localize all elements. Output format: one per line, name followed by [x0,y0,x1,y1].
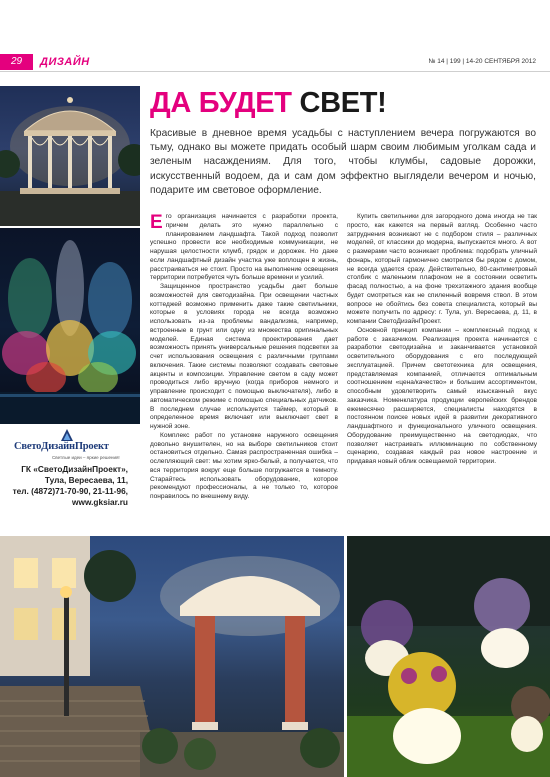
gazebo-base [20,188,120,194]
window [14,608,38,640]
pink-flowers [401,668,417,684]
company-address: Тула, Вересаева, 11, [44,475,128,485]
planters-photo [347,536,550,777]
company-phone: тел. (4872)71-70-90, 21-11-96, [12,486,128,496]
lime-jet [78,362,118,394]
article-column-1 [150,213,338,533]
gazebo-photo [0,86,140,226]
ground [0,191,140,226]
company-contacts [0,464,128,508]
paragraph: Комплекс работ по установке наружного освещения довольно внушителен, но на выборе светильников стоит остановиться отдельно. Самая распространенная ошибка – ослепляющий свет: мы хотим ярко-белый, а получается, что вся территория вокруг еще больше погружается в темноту. Старайтесь использовать оборудование, которое рекомендуют профессионалы, а не только то, которое понравилось по внешнему виду. [150,431,338,500]
glowing-planter [481,628,529,668]
window [52,558,76,588]
green-jet [8,258,52,338]
house-wall [0,536,90,676]
header-divider [0,71,550,72]
column-base [192,722,218,730]
flowers [474,578,530,634]
paragraph: Основной принцип компании – комплексный подход к работе с заказчиком. Реализация проекта начинается с разработки светодизайна и заканчивается установкой осветительного оборудования с его последующей эксплуатацией. Причем светотехника для освещения, представляемая компанией, отличается оптимальным соотношением «цена/качество» и большим ассортиментом, способным удовлетворить самый изысканный вкус заказчика. Номенклатура продукции европейских брендов ежемесячно расширяется, специалисты находятся в постоянном поиске новых идей в развитии декоративного ландшафтного и функционального уличного освещения. Оборудование преимущественно на светодиодах, что позволяет настраивать иллюминацию по собственному сценарию, создавая каждый раз новое настроение и придавая новый облик освещаемой территории. [347,326,537,465]
building-illustration [0,536,344,777]
glowing-planter [393,708,461,764]
paragraph [150,213,338,283]
shrub [184,738,216,770]
gazebo-beam [24,131,116,136]
article-lead: Красивые в дневное время усадьбы с наступлением вечера погружаются во тьму, однако вы можете придать особый шарм своим любимым уголкам сада и зеленым насаждениям. Для того, чтобы клумбы, садовые дорожки, искусственный водоем, да и сам дом эффектно выглядели вечером и ночью, подарите им световое оформление. [150,128,536,196]
drop-cap: Е [150,213,163,233]
building-photo [0,536,344,777]
company-slogan: Светлые идеи – яркие решения! [52,455,120,460]
tree [84,550,136,602]
company-website[interactable]: www.gksiar.ru [72,497,128,507]
title-part-2: СВЕТ! [299,87,387,119]
fountain-photo [0,228,140,424]
logo-mark-icon [60,428,74,442]
lamp-light [60,586,72,598]
company-name: ГК «СветоДизайнПроект», [21,464,128,474]
planters-illustration [347,536,550,777]
window [14,558,38,588]
issue-info: № 14 | 199 | 14-20 СЕНТЯБРЯ 2012 [428,58,536,65]
title-part-1: ДА БУДЕТ [150,87,292,119]
water-reflection [0,394,140,397]
article-column-2 [347,213,537,533]
shrub [142,728,178,764]
brick-column [195,616,215,726]
column-base [282,722,308,730]
section-label: ДИЗАЙН [40,56,90,68]
company-logo: СветоДизайнПроект [14,441,109,452]
shrub [300,728,340,768]
pink-flowers [431,666,447,682]
article-title [150,86,387,120]
red-jet [26,362,66,394]
paragraph: Купить светильники для загородного дома иногда не так просто, как кажется на первый взгляд. Особенно часто затруднения возникают не с подбором стиля – различных моделей, от классики до модерна, выпускается много. А вот с размерами часто возникает проблема: подобрать уличный фонарь, который гармонично смотрелся бы рядом с домом, не всегда удается сразу. Действительно, 80-сантиметровый столбик с маленьким плафоном не в состоянии осветить фасад полностью, а на фоне трехэтажного здания вообще будет смотреться как не спиленный вовремя ствол. В этом вопросе не обойтись без совета специалиста, который вы можете получить по адресу: г. Тула, ул. Вересаева, д. 11, в компании СветоДизайнПроект. [347,213,537,325]
brick-column [285,616,305,726]
gazebo-finial [67,97,73,103]
lamp-post [64,596,69,716]
fountain-illustration [0,228,140,424]
page-number: 29 [0,54,33,70]
paragraph: Защищенное пространство усадьбы дает больше возможностей для светодизайна. При освещении частных коттеджей возможно применить даже такие светильники, которые в условиях города не всегда возможно использовать из-за проблемы вандализма, например, встроенные в грунт или одну из множества оригинальных моделей. Единая система проектирования дает возможность принять универсальные решения подсветки за счет использования освещения с различными группами включения. Такие системы позволяют создавать световые акценты и композиции. Управление светом в саду может проводиться либо вручную (когда приборов немного и управление происходит с помощью выключателя), либо в автоматическом режиме с помощью специальных датчиков. В последнем случае используется таймер, который в определенное время включает или выключает свет в нужной зоне. [150,283,338,430]
paragraph-text: го организация начинается с разработки проекта, причем делать это нужно параллельно с планированием ландшафта. Такой подход позволит успешно провести все необходимые коммуникации, не нарушая целостности клумб, грядок и дорожек. Но даже если ландшафтный дизайн участка уже воплощен в жизнь, расстраиваться не стоит. Просто на выполнение освещения территории потребуется чуть больше времени и усилий. [150,213,338,282]
blue-jet [88,262,132,338]
gazebo-illustration [0,86,140,226]
glowing-planter [511,716,543,752]
